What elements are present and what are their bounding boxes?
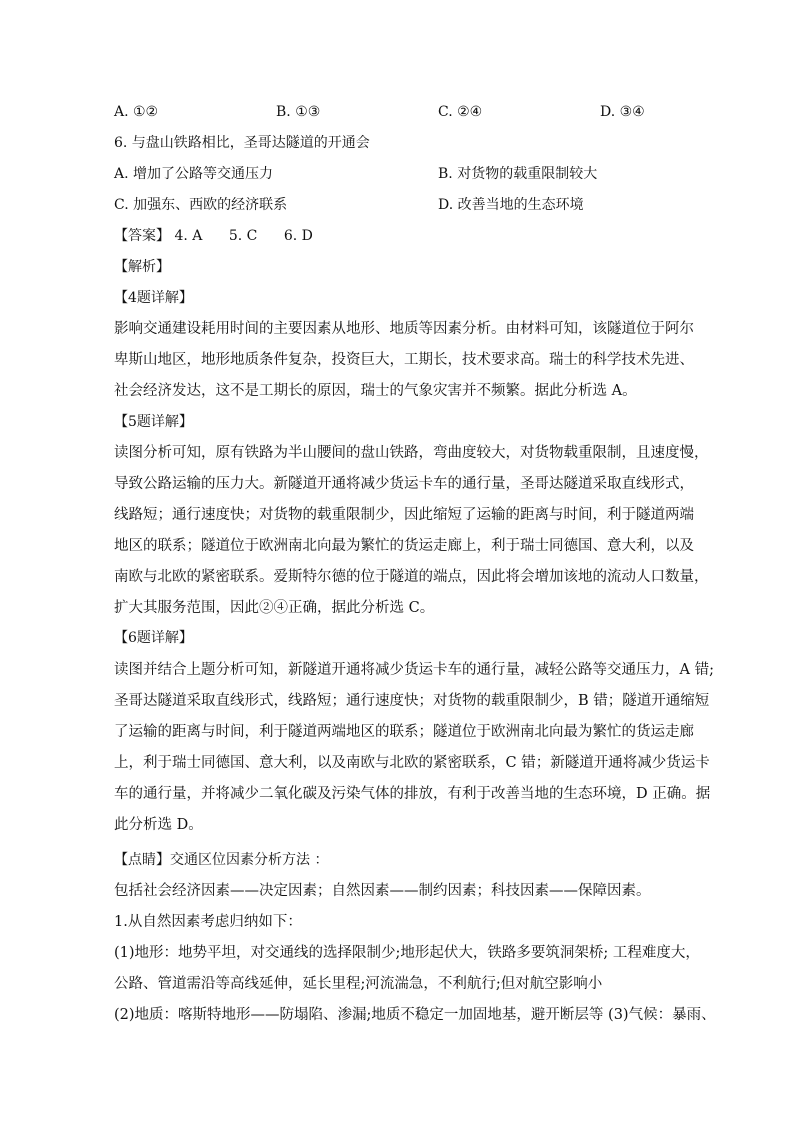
q5-option-a: A. ①② [114, 104, 159, 120]
answer-item: 4. A [174, 228, 203, 244]
q5-line: 扩大其服务范围，因此②④正确，据此分析选 C。 [114, 600, 435, 616]
q6-option-d: D. 改善当地的生态环境 [438, 197, 584, 213]
q5-option-c: C. ②④ [438, 104, 483, 120]
q6-detail-heading: 【6题详解】 [114, 630, 193, 646]
q6-detail-line: 读图并结合上题分析可知，新隧道开通将减少货运卡车的通行量，减轻公路等交通压力，A 错; [114, 662, 714, 678]
tips-heading: 【点睛】交通区位因素分析方法 ： [114, 852, 329, 868]
q6-detail-line: 圣哥达隧道采取直线形式，线路短；通行速度快；对货物的载重限制少，B 错；隧道开通缩短 [114, 693, 710, 709]
q6-option-c: C. 加强东、西欧的经济联系 [114, 197, 288, 213]
tips-line: (2)地质：喀斯特地形——防塌陷、渗漏;地质不稳定一加固地基，避开断层等 (3)气候：暴雨、 [114, 1007, 716, 1023]
q5-body [114, 438, 709, 624]
q5-line: 导致公路运输的压力大。新隧道开通将减少货运卡车的通行量，圣哥达隧道采取直线形式， [114, 476, 694, 492]
q6-detail-body [114, 655, 714, 841]
q5-line: 地区的联系；隧道位于欧洲南北向最为繁忙的货运走廊上，利于瑞士同德国、意大利，以及 [114, 538, 694, 554]
answer-item: 5. C [228, 228, 258, 244]
q4-line: 社会经济发达，这不是工期长的原因，瑞士的气象灾害并不频繁。据此分析选 A。 [114, 383, 637, 399]
q6-option-a: A. 增加了公路等交通压力 [114, 166, 274, 182]
tips-line: 1.从自然因素考虑归纳如下： [114, 914, 302, 930]
q5-line: 南欧与北欧的紧密联系。爱斯特尔德的位于隧道的端点，因此将会增加该地的流动人口数量， [114, 569, 709, 585]
tips-line: 包括社会经济因素——决定因素；自然因素——制约因素；科技因素——保障因素。 [114, 883, 651, 899]
q4-line: 卑斯山地区，地形地质条件复杂，投资巨大，工期长，技术要求高。瑞士的科学技术先进、 [114, 352, 694, 368]
q6-detail-line: 车的通行量，并将减少二氧化碳及污染气体的排放，有利于改善当地的生态环境，D 正确。据 [114, 786, 711, 802]
tips-line: (1)地形：地势平坦，对交通线的选择限制少;地形起伏大，铁路多要筑洞架桥; 工程难度大， [114, 945, 700, 961]
q4-heading: 【4题详解】 [114, 290, 193, 306]
q4-body [114, 314, 694, 407]
tips-body [114, 876, 716, 1031]
q5-option-d: D. ③④ [600, 104, 645, 120]
answer-item: 6. D [283, 228, 313, 244]
q5-line: 线路短；通行速度快；对货物的载重限制少，因此缩短了运输的距离与时间，利于隧道两端 [114, 507, 694, 523]
q5-heading: 【5题详解】 [114, 414, 193, 430]
q6-detail-line: 了运输的距离与时间，利于隧道两端地区的联系；隧道位于欧洲南北向最为繁忙的货运走廊 [114, 724, 694, 740]
q6-detail-line: 此分析选 D。 [114, 817, 203, 833]
q5-option-b: B. ①③ [276, 104, 321, 120]
answer-label: 【答案】 [114, 228, 170, 244]
answer-line [114, 226, 335, 246]
q6-detail-line: 上，利于瑞士同德国、意大利，以及南欧与北欧的紧密联系，C 错；新隧道开通将减少货运卡 [114, 755, 710, 771]
q5-line: 读图分析可知，原有铁路为半山腰间的盘山铁路，弯曲度较大，对货物载重限制，且速度慢， [114, 445, 709, 461]
q6-option-b: B. 对货物的载重限制较大 [438, 166, 598, 182]
q4-line: 影响交通建设耗用时间的主要因素从地形、地质等因素分析。由材料可知，该隧道位于阿尔 [114, 321, 694, 337]
q6-stem: 6. 与盘山铁路相比，圣哥达隧道的开通会 [114, 135, 370, 151]
analysis-label: 【解析】 [114, 259, 170, 275]
tips-line: 公路、管道需沿等高线延伸，延长里程;河流湍急，不利航行;但对航空影响小 [114, 976, 603, 992]
